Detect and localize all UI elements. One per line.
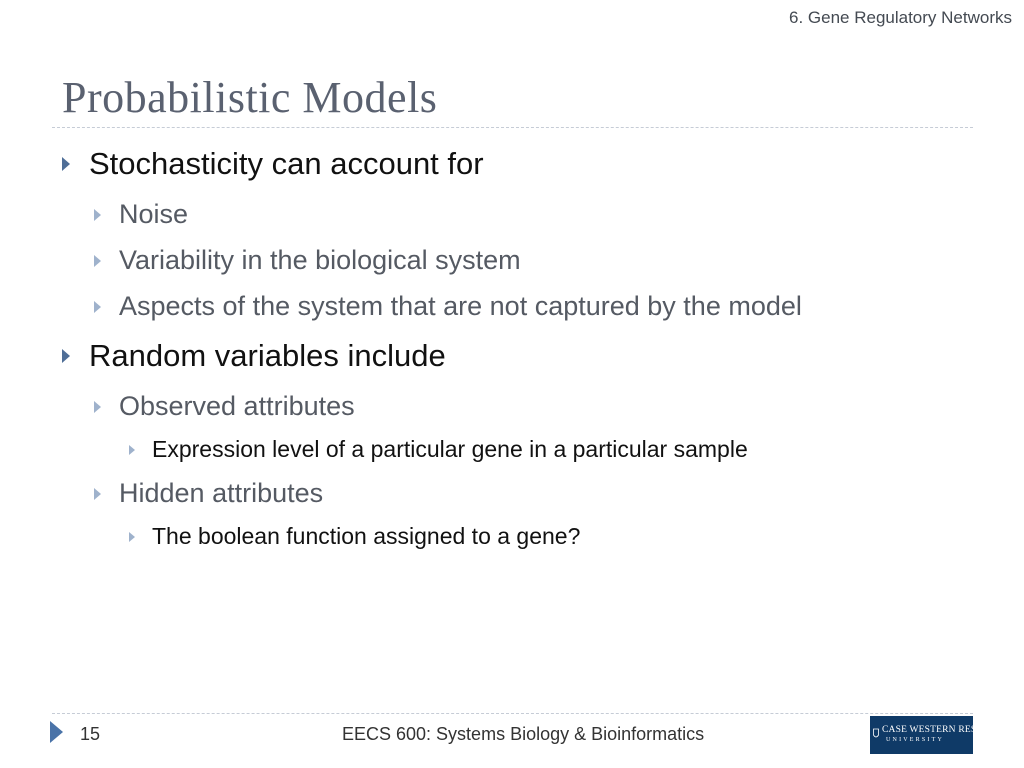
bullet-arrow-icon <box>129 532 135 542</box>
bullet-arrow-icon <box>94 209 101 221</box>
bullet-text: Observed attributes <box>119 391 355 421</box>
bullet-arrow-icon <box>94 255 101 267</box>
university-logo <box>870 716 1002 754</box>
logo-line1: CASE WESTERN RESERVE <box>882 725 1002 735</box>
bullet-text: Stochasticity can account for <box>89 146 484 181</box>
bullet-text: Aspects of the system that are not captured by the model <box>119 291 802 321</box>
bullet-text: Expression level of a particular gene in a particular sample <box>152 436 748 462</box>
bullet-item <box>62 146 484 182</box>
footer-arrow-icon <box>50 721 63 743</box>
bullet-text: The boolean function assigned to a gene? <box>152 523 581 549</box>
bullet-arrow-icon <box>94 488 101 500</box>
bullet-item <box>94 291 802 322</box>
bullet-text: Random variables include <box>89 338 446 373</box>
seal-icon <box>873 728 879 740</box>
footer-divider <box>52 713 973 714</box>
bullet-text: Noise <box>119 199 189 229</box>
bullet-text: Variability in the biological system <box>119 245 521 275</box>
bullet-arrow-icon <box>94 301 101 313</box>
bullet-item <box>94 199 188 230</box>
bullet-item <box>129 523 580 550</box>
bullet-arrow-icon <box>129 445 135 455</box>
bullet-item <box>94 391 355 422</box>
title-divider <box>52 127 973 128</box>
bullet-text: Hidden attributes <box>119 478 324 508</box>
course-title: EECS 600: Systems Biology & Bioinformatics <box>342 724 705 744</box>
bullet-item <box>94 478 323 509</box>
bullet-arrow-icon <box>62 349 70 363</box>
bullet-arrow-icon <box>94 401 101 413</box>
slide-title: Probabilistic Models <box>62 73 438 122</box>
logo-line2: UNIVERSITY <box>886 737 944 743</box>
bullet-item <box>129 436 748 463</box>
section-topic: 6. Gene Regulatory Networks <box>789 8 1012 27</box>
bullet-arrow-icon <box>62 157 70 171</box>
page-number: 15 <box>80 724 101 744</box>
bullet-item <box>62 338 446 374</box>
bullet-item <box>94 245 521 276</box>
